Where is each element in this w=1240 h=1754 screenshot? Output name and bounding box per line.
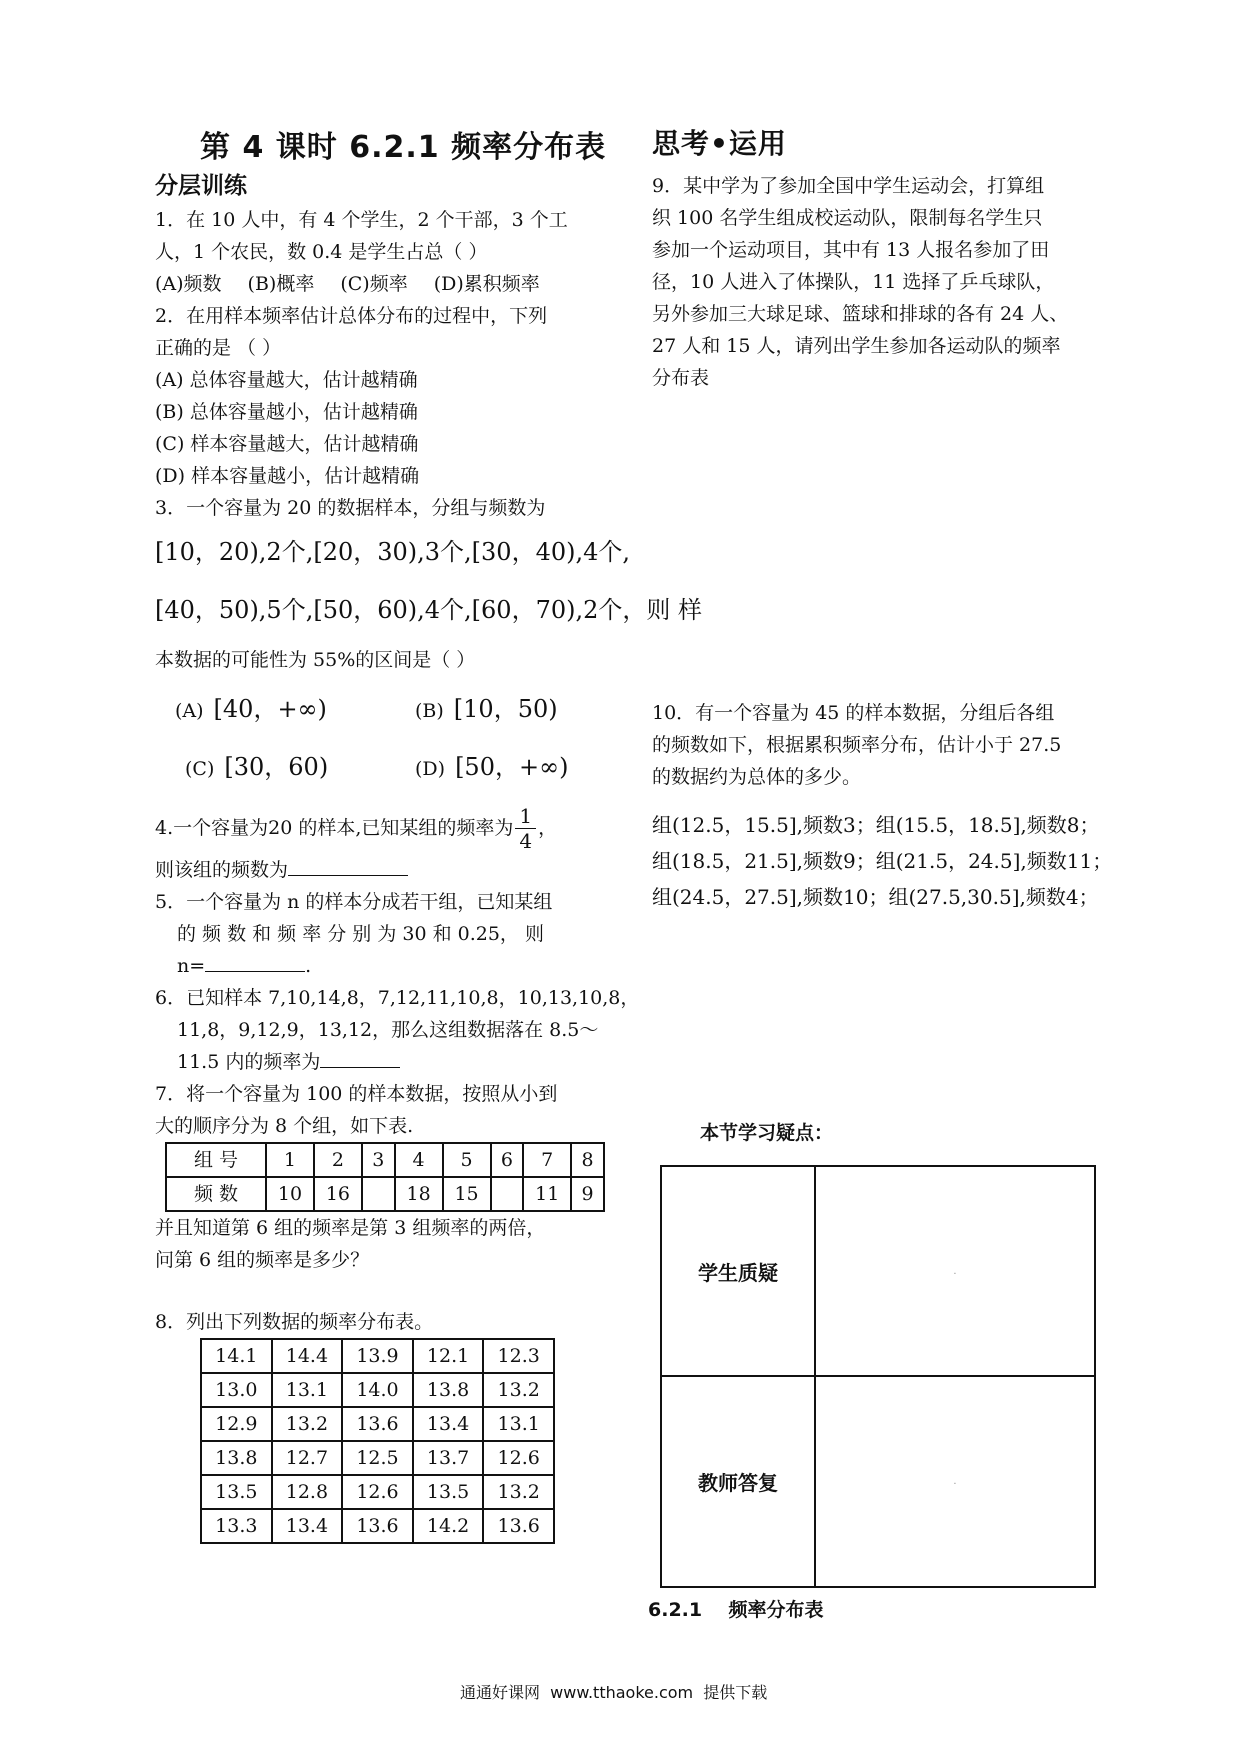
q3-option-d-value: [50，+∞) [455,753,569,781]
table-row [201,1407,554,1441]
q3-line: 本数据的可能性为 55%的区间是（ ） [155,649,476,671]
cell-mark: · [953,1479,957,1490]
doubts-heading: 本节学习疑点： [700,1122,834,1144]
table-cell: 12.3 [483,1339,554,1373]
q3-line: 3．一个容量为 20 的数据样本，分组与频数为 [155,497,546,519]
table-cell: 13.8 [413,1373,484,1407]
q4-fraction-numerator: 1 [515,804,536,829]
table-row [201,1441,554,1475]
q3-option-d [415,751,568,785]
table-cell: 13.2 [272,1407,343,1441]
table-cell: 12.7 [272,1441,343,1475]
q4-line [155,802,615,854]
page-footer: 通通好课网 www.tthaoke.com 提供下载 [460,1683,768,1702]
q3-intervals-1: [10，20),2个,[20，30),3个,[30，40),4个, [155,538,630,566]
table-cell: 10 [266,1177,314,1211]
table-cell: 5 [443,1143,491,1177]
left-column [155,170,702,1544]
table-cell: 1 [266,1143,314,1177]
question-5 [155,886,615,982]
table-cell: 18 [395,1177,443,1211]
q3-option-c-value: [30，60) [224,753,329,781]
table-row [201,1509,554,1543]
q4-suffix: ， [538,817,558,839]
q5-n-label: n= [177,955,206,977]
doubts-table [660,1165,1096,1588]
q8-line: 8．列出下列数据的频率分布表。 [155,1311,434,1333]
q1-option-a: (A)频数 [155,273,222,295]
q7-after-line: 并且知道第 6 组的频率是第 3 组频率的两倍， [155,1217,546,1239]
q3-options-row-1 [175,690,615,730]
question-4 [155,802,615,886]
table-cell: 12.8 [272,1475,343,1509]
q9-line: 9．某中学为了参加全国中学生运动会，打算组 [652,175,1045,197]
right-section-heading: 思考•运用 [652,127,787,160]
question-3 [155,492,702,788]
q9-line: 分布表 [652,367,710,389]
table-cell: 2 [314,1143,362,1177]
q2-line: 正确的是 （ ） [155,337,282,359]
q10-group-line: 组(24.5，27.5],频数10；组(27.5,30.5],频数4； [652,885,1099,909]
table-cell: 13.6 [483,1509,554,1543]
table-cell: 13.4 [272,1509,343,1543]
question-6 [155,982,640,1078]
q9-line: 参加一个运动项目，其中有 13 人报名参加了田 [652,239,1050,261]
q9-line: 另外参加三大球足球、篮球和排球的各有 24 人、 [652,303,1069,325]
table-cell: 8 [571,1143,604,1177]
q3-option-a-value: [40，+∞) [213,695,327,723]
table-cell: 13.6 [342,1509,413,1543]
table-cell: 14.2 [413,1509,484,1543]
q4-fraction [515,804,536,853]
table-cell: 13.4 [413,1407,484,1441]
table-cell: 14.4 [272,1339,343,1373]
q3-option-c-label: (C) [185,758,215,780]
q10-group-line: 组(12.5，15.5],频数3；组(15.5，18.5],频数8； [652,813,1100,837]
q2-option-d: (D) 样本容量越小，估计越精确 [155,465,420,487]
question-9 [652,170,1112,394]
right-column [652,170,1112,394]
q6-answer-blank [320,1047,400,1068]
table-cell: 13.1 [483,1407,554,1441]
q7-line: 7．将一个容量为 100 的样本数据，按照从小到 [155,1083,558,1105]
q2-option-c: (C) 样本容量越大，估计越精确 [155,433,419,455]
q5-period: . [305,955,312,977]
table-row [166,1177,604,1211]
table-cell: 13.8 [201,1441,272,1475]
q9-line: 27 人和 15 人，请列出学生参加各运动队的频率 [652,335,1061,357]
table-cell: 6 [491,1143,524,1177]
table-cell: 13.3 [201,1509,272,1543]
q1-option-d: (D)累积频率 [433,273,540,295]
table-row [201,1475,554,1509]
table-cell: 13.1 [272,1373,343,1407]
q3-option-b-value: [10，50) [453,695,558,723]
q9-line: 织 100 名学生组成校运动队，限制每名学生只 [652,207,1043,229]
q10-line: 的频数如下，根据累积频率分布，估计小于 27.5 [652,734,1062,756]
table-row [201,1339,554,1373]
question-8 [155,1306,615,1544]
table-cell: 12.5 [342,1441,413,1475]
q10-group-line: 组(18.5，21.5],频数9；组(21.5，24.5],频数11； [652,849,1113,873]
q5-answer-blank [205,951,305,972]
table-cell: 12.1 [413,1339,484,1373]
question-1 [155,204,615,300]
table-cell: 3 [362,1143,395,1177]
table-cell: 4 [395,1143,443,1177]
q3-intervals-2: [40，50),5个,[50，60),4个,[60，70),2个，则 样 [155,596,702,624]
q3-option-b-label: (B) [415,700,444,722]
table-cell: 15 [443,1177,491,1211]
table-cell: 11 [523,1177,571,1211]
q10-line: 10．有一个容量为 45 的样本数据，分组后各组 [652,702,1055,724]
table-cell: 13.9 [342,1339,413,1373]
q10-line: 的数据约为总体的多少。 [652,766,862,788]
q3-option-a-label: (A) [175,700,204,722]
q3-option-c [185,751,355,785]
q2-option-b: (B) 总体容量越小，估计越精确 [155,401,418,423]
question-10 [652,697,1122,915]
teacher-answer-cell[interactable] [815,1376,1095,1587]
q6-line: 11,8，9,12,9，13,12，那么这组数据落在 8.5～ [177,1019,599,1041]
table-cell: 13.6 [342,1407,413,1441]
q1-option-c: (C)频率 [340,273,408,295]
q6-line3-text: 11.5 内的频率为 [177,1051,321,1073]
question-7 [155,1078,615,1276]
q2-option-a: (A) 总体容量越大，估计越精确 [155,369,418,391]
q5-line3 [155,950,615,982]
q4-answer-blank [288,855,408,876]
table-cell: 14.0 [342,1373,413,1407]
student-question-cell[interactable] [815,1166,1095,1376]
q4-fraction-denominator: 4 [519,828,533,853]
table-cell: 频 数 [166,1177,266,1211]
left-section-heading: 分层训练 [155,173,247,199]
q1-line: 人，1 个农民，数 0.4 是学生占总（ ） [155,241,488,263]
table-cell: 组 号 [166,1143,266,1177]
q3-option-b [415,693,558,727]
q3-options-row-2 [185,748,615,788]
page-title: 第 4 课时 6.2.1 频率分布表 [200,130,607,165]
student-question-label: 学生质疑 [661,1166,815,1376]
q6-line: 6．已知样本 7,10,14,8，7,12,11,10,8，10,13,10,8， [155,987,640,1009]
bottom-caption: 6.2.1 频率分布表 [648,1599,824,1621]
q5-line: 5．一个容量为 n 的样本分成若干组，已知某组 [155,891,553,913]
table-cell: 14.1 [201,1339,272,1373]
table-cell: 13.0 [201,1373,272,1407]
cell-mark: · [953,1268,957,1280]
q7-line: 大的顺序分为 8 个组，如下表. [155,1115,414,1137]
question-2 [155,300,615,492]
q5-line: 的 频 数 和 频 率 分 别 为 30 和 0.25， 则 [177,923,544,945]
q4-line2-text: 则该组的频数为 [155,859,289,881]
q4-line2 [155,854,615,886]
table-row [166,1143,604,1177]
q1-line: 1．在 10 人中，有 4 个学生，2 个干部，3 个工 [155,209,568,231]
table-cell: 13.5 [413,1475,484,1509]
table-cell: 13.7 [413,1441,484,1475]
q3-option-a [175,693,355,727]
q4-prefix: 4.一个容量为20 的样本,已知某组的频率为 [155,817,514,839]
table-cell: 12.6 [342,1475,413,1509]
teacher-answer-label: 教师答复 [661,1376,815,1587]
q1-option-b: (B)概率 [247,273,315,295]
table-cell [362,1177,395,1211]
table-cell: 16 [314,1177,362,1211]
q3-option-d-label: (D) [415,758,446,780]
table-cell: 13.2 [483,1373,554,1407]
table-cell: 12.9 [201,1407,272,1441]
table-cell: 13.2 [483,1475,554,1509]
table-cell [491,1177,524,1211]
table-row [201,1373,554,1407]
table-row [661,1376,1095,1587]
q7-after-line: 问第 6 组的频率是多少？ [155,1249,370,1271]
table-cell: 13.5 [201,1475,272,1509]
q9-line: 径，10 人进入了体操队，11 选择了乒乓球队， [652,271,1055,293]
table-row [661,1166,1095,1376]
table-cell: 12.6 [483,1441,554,1475]
table-cell: 7 [523,1143,571,1177]
q1-options [155,268,615,300]
q2-line: 2．在用样本频率估计总体分布的过程中，下列 [155,305,548,327]
table-cell: 9 [571,1177,604,1211]
q6-line3 [155,1046,615,1078]
q8-data-table [200,1338,555,1544]
q10-groups [652,807,1122,915]
q7-frequency-table [165,1142,605,1212]
